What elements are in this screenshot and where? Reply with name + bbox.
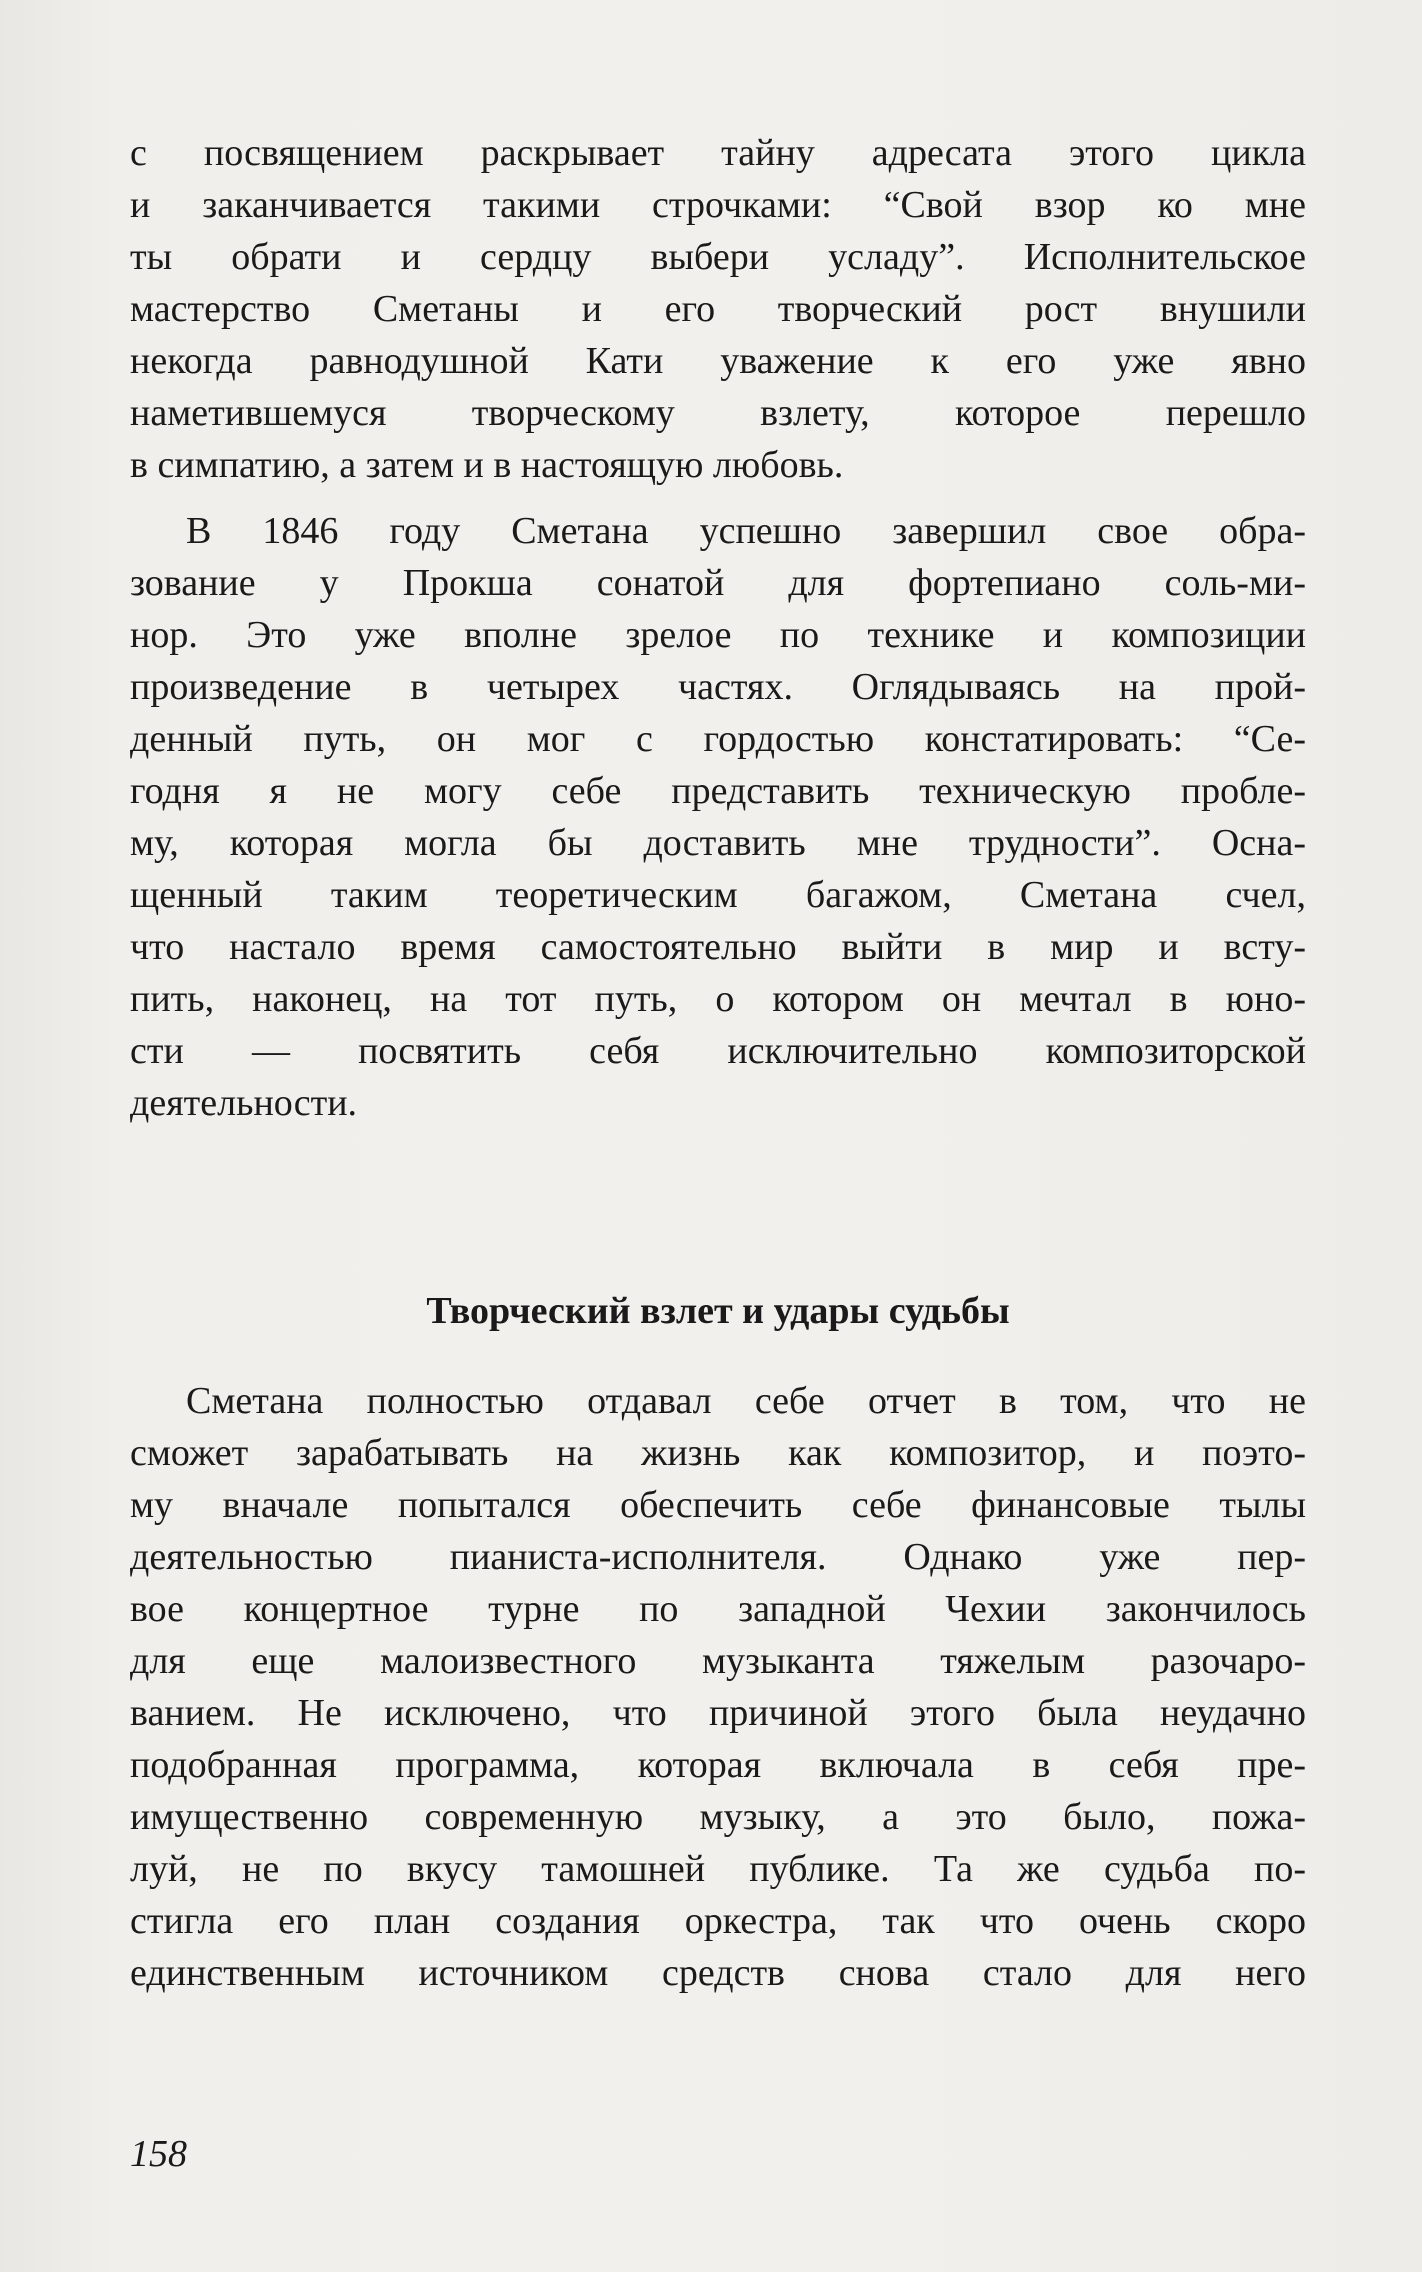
text-line: наметившемуся творческому взлету, которое перешло xyxy=(130,392,1306,434)
paragraph-2 xyxy=(130,505,1306,1129)
text-line: единственным источником средств снова стало для него xyxy=(130,1952,1306,1994)
text-line: луй, не по вкусу тамошней публике. Та же судьба по- xyxy=(130,1848,1306,1890)
text-line: Сметана полностью отдавал себе отчет в том, что не xyxy=(186,1380,1306,1422)
text-line: годня я не могу себе представить техническую пробле- xyxy=(130,770,1306,812)
text-line: зование у Прокша сонатой для фортепиано соль-ми- xyxy=(130,562,1306,604)
text-line: ты обрати и сердцу выбери усладу”. Исполнительское xyxy=(130,236,1306,278)
text-line: деятельности. xyxy=(130,1082,358,1124)
section-heading: Творческий взлет и удары судьбы xyxy=(426,1290,1010,1332)
text-line: мастерство Сметаны и его творческий рост внушили xyxy=(130,288,1306,330)
text-line: что настало время самостоятельно выйти в мир и всту- xyxy=(130,926,1306,968)
text-line: вое концертное турне по западной Чехии закончилось xyxy=(130,1588,1306,1630)
text-line: му вначале попытался обеспечить себе финансовые тылы xyxy=(130,1484,1306,1526)
text-line: ванием. Не исключено, что причиной этого была неудачно xyxy=(130,1692,1306,1734)
page-number: 158 xyxy=(130,2133,187,2175)
text-line: с посвящением раскрывает тайну адресата этого цикла xyxy=(130,132,1306,174)
paragraph-1 xyxy=(130,127,1306,491)
text-line: щенный таким теоретическим багажом, Сметана счел, xyxy=(130,874,1306,916)
text-line: стигла его план создания оркестра, так что очень скоро xyxy=(130,1900,1306,1942)
text-line: деятельностью пианиста-исполнителя. Однако уже пер- xyxy=(130,1536,1306,1578)
text-line: В 1846 году Сметана успешно завершил свое обра- xyxy=(186,510,1306,552)
text-line: подобранная программа, которая включала в себя пре- xyxy=(130,1744,1306,1786)
text-line: произведение в четырех частях. Оглядываясь на прой- xyxy=(130,666,1306,708)
text-line: имущественно современную музыку, а это было, пожа- xyxy=(130,1796,1306,1838)
text-line: денный путь, он мог с гордостью констатировать: “Се- xyxy=(130,718,1306,760)
paragraph-3 xyxy=(130,1375,1306,1999)
text-line: пить, наконец, на тот путь, о котором он мечтал в юно- xyxy=(130,978,1306,1020)
text-line: и заканчивается такими строчками: “Свой взор ко мне xyxy=(130,184,1306,226)
text-line: для еще малоизвестного музыканта тяжелым разочаро- xyxy=(130,1640,1306,1682)
text-line: нор. Это уже вполне зрелое по технике и композиции xyxy=(130,614,1306,656)
text-line: му, которая могла бы доставить мне трудности”. Осна- xyxy=(130,822,1306,864)
text-line: сможет зарабатывать на жизнь как композитор, и поэто- xyxy=(130,1432,1306,1474)
text-line: сти — посвятить себя исключительно композиторской xyxy=(130,1030,1306,1072)
text-line: в симпатию, а затем и в настоящую любовь. xyxy=(130,444,844,486)
text-line: некогда равнодушной Кати уважение к его уже явно xyxy=(130,340,1306,382)
